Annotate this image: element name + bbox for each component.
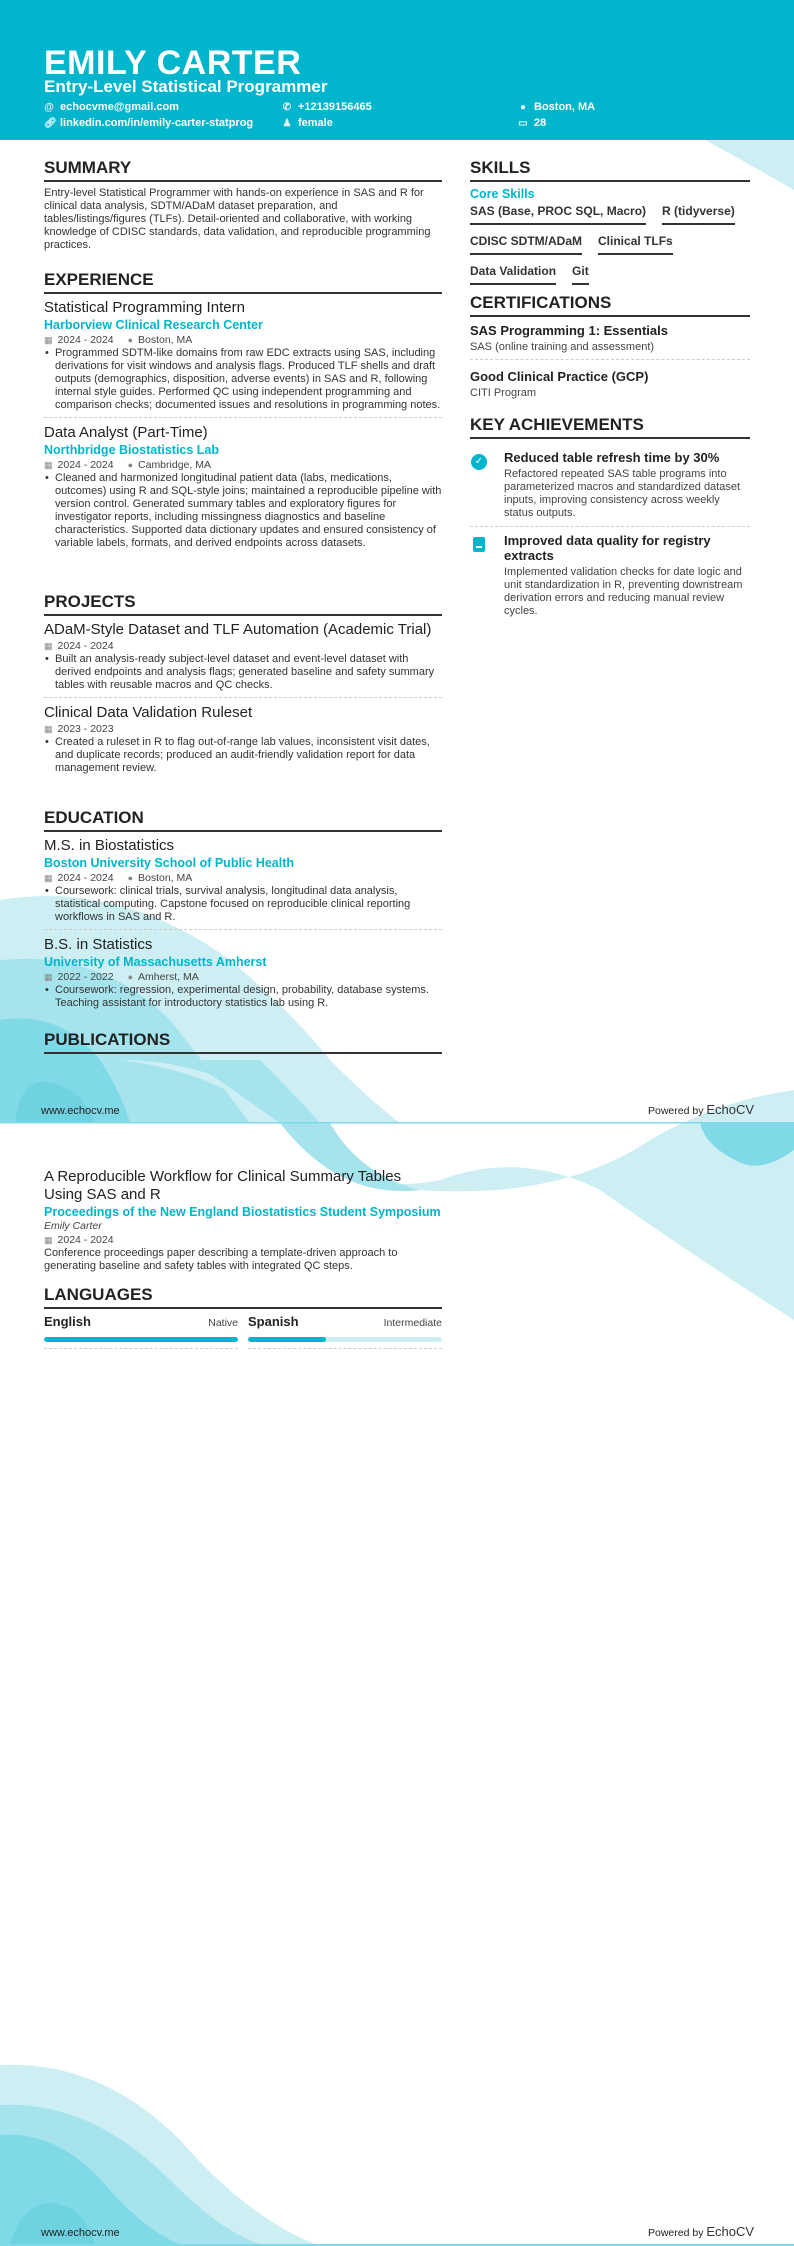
achievement-title: Improved data quality for registry extracts (504, 533, 711, 563)
proficiency-bar (44, 1337, 238, 1342)
bullet: • Coursework: regression, experimental design, probability, database systems. Teaching assistant for introductory statistics lab using R. (44, 984, 442, 1010)
powered-label: Powered by (648, 1105, 704, 1117)
publication-description: Conference proceedings paper describing a template-driven approach to generating baseline and safety tables with integrated QC steps. (44, 1247, 398, 1272)
company-name: Northbridge Biostatistics Lab (44, 443, 220, 457)
language-name: English (44, 1314, 91, 1329)
bullet: • Programmed SDTM-like domains from raw EDC extracts using SAS, including derivations for visit windows and analysis flags. Produced TLF shells and draft outputs (demographics, disposition, adverse events) in SAS and R, following internal style guides. Performed QC using independent programming and comparison checks; documented issues and resolutions in programming notes. (44, 347, 442, 412)
job-title: Statistical Programming Intern (44, 299, 245, 316)
education-entry (44, 936, 442, 1015)
footer-website[interactable]: www.echocv.me (41, 1105, 120, 1117)
calendar-icon: ▭ (518, 117, 528, 129)
language-item (248, 1314, 442, 1349)
dates: 2024 - 2024 (57, 1234, 114, 1246)
skill-tag: CDISC SDTM/ADaM (470, 233, 582, 255)
candidate-name: EMILY CARTER (44, 44, 302, 82)
link-icon: 🔗︎ (44, 117, 57, 129)
project-entry (44, 704, 442, 780)
dates: 2024 - 2024 (57, 334, 114, 346)
location-pin-icon: ● (519, 101, 527, 113)
dates: 2023 - 2023 (57, 723, 114, 735)
dates: 2024 - 2024 (57, 640, 114, 652)
job-title: Data Analyst (Part-Time) (44, 424, 208, 441)
powered-label: Powered by (648, 2227, 704, 2239)
calendar-icon: ▦ (44, 873, 53, 883)
skill-tag: R (tidyverse) (662, 203, 735, 225)
project-entry (44, 621, 442, 698)
achievements-section (470, 415, 750, 624)
brand-logo: EchoCV (706, 1102, 755, 1117)
location: Amherst, MA (138, 971, 199, 983)
language-level: Native (208, 1317, 238, 1329)
section-heading: SUMMARY (44, 158, 442, 182)
phone-icon: ✆ (282, 101, 292, 113)
bullet: • Created a ruleset in R to flag out-of-range lab values, inconsistent visit dates, and duplicate records; produced an audit-friendly validation report for data management review. (44, 736, 442, 775)
calendar-icon: ▦ (44, 335, 53, 345)
candidate-title: Entry-Level Statistical Programmer (44, 77, 328, 96)
contact-phone[interactable] (282, 101, 372, 113)
bullet: • Coursework: clinical trials, survival analysis, longitudinal data analysis, statistical computing. Capstone focused on reproducible clinical reporting workflows in SAS and R. (44, 885, 442, 924)
footer-website[interactable]: www.echocv.me (41, 2227, 120, 2239)
project-title: ADaM-Style Dataset and TLF Automation (Academic Trial) (44, 621, 432, 638)
certification-title: Good Clinical Practice (GCP) (470, 369, 649, 384)
section-heading: PROJECTS (44, 592, 442, 616)
section-heading: KEY ACHIEVEMENTS (470, 415, 750, 439)
email-text: echocvme@gmail.com (60, 101, 179, 113)
check-circle-icon: ✓ (471, 454, 487, 470)
location-pin-icon: ● (127, 335, 134, 345)
degree: M.S. in Biostatistics (44, 837, 175, 854)
calendar-icon: ▦ (44, 972, 53, 982)
achievement-entry (470, 527, 750, 624)
dates: 2024 - 2024 (57, 872, 114, 884)
location-text: Boston, MA (534, 101, 596, 113)
bullet: • Built an analysis-ready subject-level dataset and event-level dataset with derived endpoints and analysis flags; generated baseline and safety summary tables with reusable macros and QC checks. (44, 653, 442, 692)
publication-author: Emily Carter (44, 1220, 102, 1232)
publication-venue: Proceedings of the New England Biostatistics Student Symposium (44, 1205, 441, 1219)
calendar-icon: ▦ (44, 1235, 53, 1245)
achievement-description: Refactored repeated SAS table programs into parameterized macros and standardized dataset inputs, improving consistency across weekly status outputs. (504, 468, 741, 519)
footer-powered-by (648, 2224, 754, 2239)
age-text: 28 (534, 117, 547, 129)
degree: B.S. in Statistics (44, 936, 153, 953)
contact-linkedin[interactable] (44, 117, 253, 129)
section-heading: EDUCATION (44, 808, 442, 832)
achievement-description: Implemented validation checks for date logic and unit standardization in R, preventing downstream derivation errors and reducing manual review cycles. (504, 566, 743, 617)
company-name: Harborview Clinical Research Center (44, 318, 263, 332)
location: Boston, MA (138, 334, 193, 346)
achievement-entry (470, 444, 750, 527)
location-pin-icon: ● (127, 873, 134, 883)
contact-email[interactable] (44, 101, 179, 113)
language-item (44, 1314, 238, 1349)
dates: 2024 - 2024 (57, 459, 114, 471)
resume-header (0, 0, 794, 140)
projects-section (44, 592, 442, 786)
proficiency-fill (44, 1337, 238, 1342)
calendar-icon: ▦ (44, 724, 53, 734)
phone-text: +12139156465 (298, 101, 372, 113)
certification-issuer: CITI Program (470, 387, 537, 399)
dates: 2022 - 2022 (57, 971, 114, 983)
certification-entry (470, 322, 750, 360)
calendar-icon: ▦ (44, 460, 53, 470)
language-name: Spanish (248, 1314, 299, 1329)
section-heading: LANGUAGES (44, 1285, 442, 1309)
summary-text: Entry-level Statistical Programmer with hands-on experience in SAS and R for clinical data analysis, SDTM/ADaM dataset preparation, and tables/listings/figures (TLFs). Detail-oriented and collaborative, with working knowledge of CDISC standards, data validation, and reproducible programming practices. (44, 187, 431, 251)
linkedin-text: linkedin.com/in/emily-carter-statprog (60, 117, 254, 129)
certification-issuer: SAS (online training and assessment) (470, 341, 655, 353)
education-entry (44, 837, 442, 930)
section-heading: PUBLICATIONS (44, 1030, 442, 1054)
skill-tag: Clinical TLFs (598, 233, 673, 255)
contact-location (518, 101, 595, 113)
location-pin-icon: ● (127, 460, 134, 470)
school-name: University of Massachusetts Amherst (44, 955, 267, 969)
proficiency-fill (248, 1337, 326, 1342)
document-icon (473, 537, 485, 552)
certification-title: SAS Programming 1: Essentials (470, 323, 668, 338)
footer-powered-by (648, 1102, 754, 1117)
location: Boston, MA (138, 872, 193, 884)
summary-section (44, 158, 442, 252)
contact-gender (282, 117, 333, 129)
skills-section (470, 158, 750, 285)
certifications-section (470, 293, 750, 413)
skill-tag: Git (572, 263, 589, 285)
experience-entry (44, 424, 442, 555)
person-icon: ♟ (282, 117, 292, 129)
skill-group-title: Core Skills (470, 187, 535, 201)
education-section (44, 808, 442, 1021)
section-heading: SKILLS (470, 158, 750, 182)
bullet: • Cleaned and harmonized longitudinal patient data (labs, medications, outcomes) using R and SQL-style joins; maintained a reproducible pipeline with version control. Generated summary tables and exploratory figures for investigator reports, including missingness diagnostics and baseline characteristics. Supported data dictionary updates and ensured consistency of variable labels, formats, and derived endpoints across datasets. (44, 472, 442, 550)
project-title: Clinical Data Validation Ruleset (44, 704, 253, 721)
gender-text: female (298, 117, 333, 129)
skill-tag: Data Validation (470, 263, 556, 285)
section-heading: EXPERIENCE (44, 270, 442, 294)
publication-title: A Reproducible Workflow for Clinical Summary Tables Using SAS and R (44, 1168, 402, 1203)
location: Cambridge, MA (138, 459, 211, 471)
calendar-icon: ▦ (44, 641, 53, 651)
school-name: Boston University School of Public Health (44, 856, 295, 870)
publications-section (44, 1030, 442, 1059)
at-icon: @ (44, 101, 54, 113)
experience-entry (44, 299, 442, 418)
contact-age (518, 117, 546, 129)
brand-logo: EchoCV (706, 2224, 755, 2239)
experience-section (44, 270, 442, 561)
achievement-title: Reduced table refresh time by 30% (504, 450, 720, 465)
languages-section (44, 1285, 442, 1349)
location-pin-icon: ● (127, 972, 134, 982)
publication-entry (44, 1168, 442, 1273)
proficiency-bar (248, 1337, 442, 1342)
language-level: Intermediate (383, 1317, 442, 1329)
skill-tag: SAS (Base, PROC SQL, Macro) (470, 203, 646, 225)
section-heading: CERTIFICATIONS (470, 293, 750, 317)
certification-entry (470, 368, 750, 405)
